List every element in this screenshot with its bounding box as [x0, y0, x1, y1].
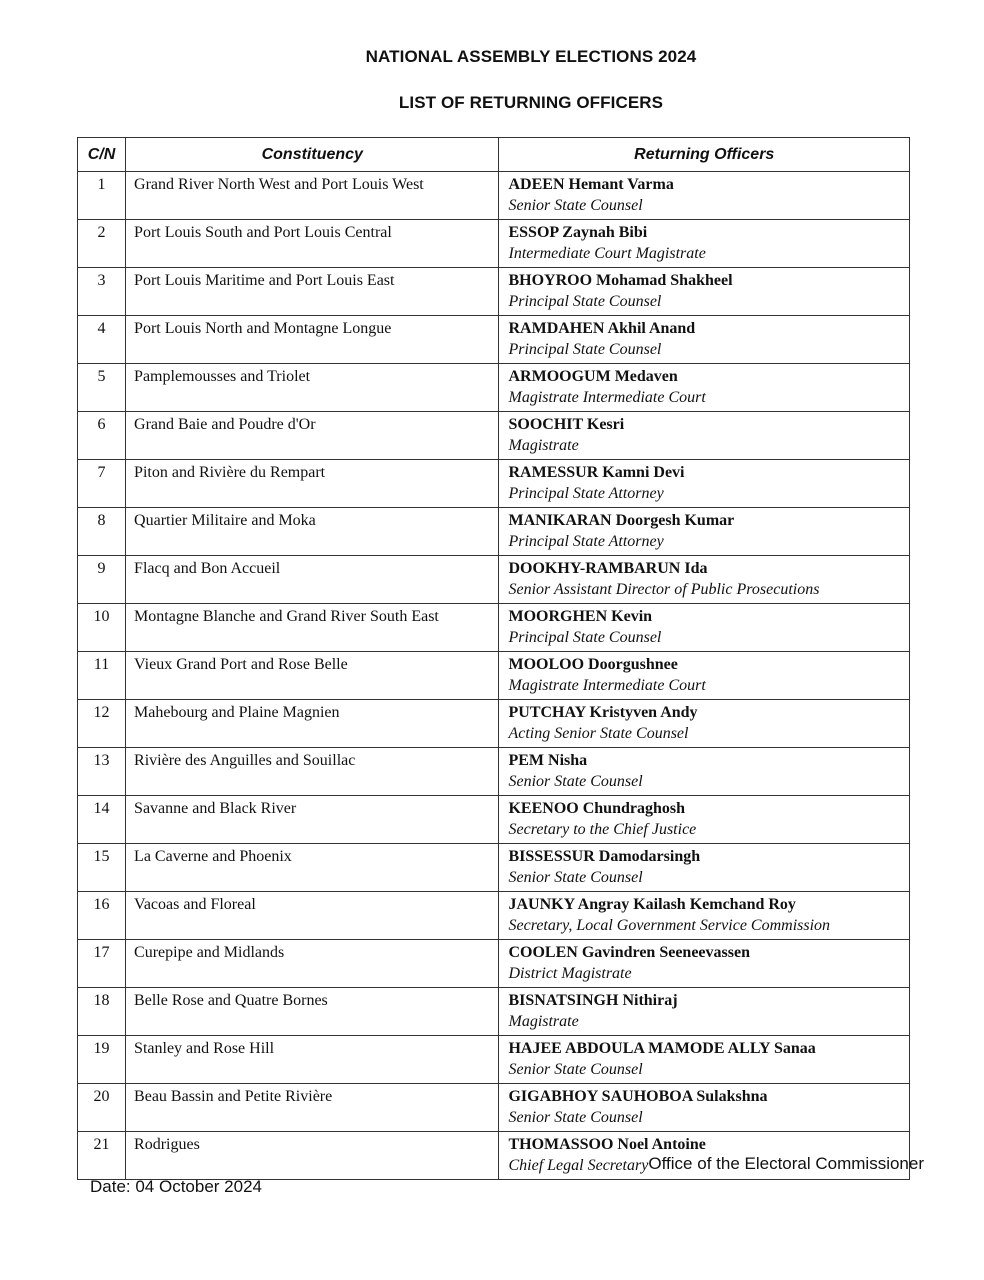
officer-name: ARMOOGUM Medaven [508, 368, 678, 385]
officer-name: SOOCHIT Kesri [508, 416, 625, 433]
officer-title: Principal State Counsel [508, 629, 662, 646]
row-returning-officer [499, 1084, 910, 1132]
row-constituency: Port Louis North and Montagne Longue [126, 316, 499, 364]
row-returning-officer [499, 364, 910, 412]
returning-officers-table [77, 137, 910, 1180]
row-returning-officer [499, 172, 910, 220]
officer-name: RAMDAHEN Akhil Anand [508, 320, 696, 337]
table-row [78, 652, 910, 700]
officer-title: Senior State Counsel [508, 869, 643, 886]
table-row [78, 940, 910, 988]
row-cn: 6 [78, 412, 126, 460]
row-constituency: Savanne and Black River [126, 796, 499, 844]
row-cn: 12 [78, 700, 126, 748]
table-row [78, 316, 910, 364]
table-header-row [78, 138, 910, 172]
row-returning-officer [499, 268, 910, 316]
officer-title: Principal State Counsel [508, 341, 662, 358]
officer-name: MANIKARAN Doorgesh Kumar [508, 512, 735, 529]
officer-title: Acting Senior State Counsel [508, 725, 689, 742]
row-returning-officer [499, 1036, 910, 1084]
officer-title: Senior State Counsel [508, 1061, 643, 1078]
table-row [78, 700, 910, 748]
row-returning-officer [499, 700, 910, 748]
row-cn: 18 [78, 988, 126, 1036]
row-returning-officer [499, 316, 910, 364]
table-row [78, 412, 910, 460]
officer-title: Principal State Counsel [508, 293, 662, 310]
officer-name: ADEEN Hemant Varma [508, 176, 674, 193]
officer-name: GIGABHOY SAUHOBOA Sulakshna [508, 1088, 768, 1105]
officer-name: BISSESSUR Damodarsingh [508, 848, 701, 865]
row-cn: 8 [78, 508, 126, 556]
table-row [78, 844, 910, 892]
table-row [78, 892, 910, 940]
officer-title: Secretary, Local Government Service Commission [508, 917, 831, 934]
row-cn: 19 [78, 1036, 126, 1084]
row-cn: 9 [78, 556, 126, 604]
officer-name: DOOKHY-RAMBARUN Ida [508, 560, 708, 577]
row-cn: 11 [78, 652, 126, 700]
row-constituency: Piton and Rivière du Rempart [126, 460, 499, 508]
row-returning-officer [499, 220, 910, 268]
row-constituency: Vieux Grand Port and Rose Belle [126, 652, 499, 700]
row-constituency: Flacq and Bon Accueil [126, 556, 499, 604]
row-constituency: Grand Baie and Poudre d'Or [126, 412, 499, 460]
row-constituency: Belle Rose and Quatre Bornes [126, 988, 499, 1036]
document-subtitle: LIST OF RETURNING OFFICERS [398, 93, 664, 112]
officer-title: Magistrate [508, 1013, 579, 1030]
row-constituency: Rivière des Anguilles and Souillac [126, 748, 499, 796]
row-cn: 13 [78, 748, 126, 796]
header-constituency: Constituency [126, 138, 499, 172]
row-returning-officer [499, 796, 910, 844]
row-constituency: Grand River North West and Port Louis West [126, 172, 499, 220]
table-row [78, 508, 910, 556]
row-constituency: La Caverne and Phoenix [126, 844, 499, 892]
table-row [78, 796, 910, 844]
row-constituency: Rodrigues [126, 1132, 499, 1180]
officer-name: PEM Nisha [508, 752, 588, 769]
row-returning-officer [499, 604, 910, 652]
table-row [78, 556, 910, 604]
officer-name: MOOLOO Doorgushnee [508, 656, 678, 673]
row-cn: 4 [78, 316, 126, 364]
row-constituency: Pamplemousses and Triolet [126, 364, 499, 412]
row-cn: 7 [78, 460, 126, 508]
row-cn: 5 [78, 364, 126, 412]
row-returning-officer [499, 748, 910, 796]
header-cn: C/N [78, 138, 126, 172]
table-row [78, 988, 910, 1036]
row-constituency: Mahebourg and Plaine Magnien [126, 700, 499, 748]
table-row [78, 748, 910, 796]
row-returning-officer [499, 508, 910, 556]
table-row [78, 172, 910, 220]
row-constituency: Port Louis Maritime and Port Louis East [126, 268, 499, 316]
row-cn: 20 [78, 1084, 126, 1132]
officer-title: Magistrate Intermediate Court [508, 677, 706, 694]
row-returning-officer [499, 460, 910, 508]
table-row [78, 364, 910, 412]
row-returning-officer [499, 892, 910, 940]
officer-name: BHOYROO Mohamad Shakheel [508, 272, 733, 289]
officer-name: ESSOP Zaynah Bibi [508, 224, 648, 241]
officer-name: MOORGHEN Kevin [508, 608, 653, 625]
officer-title: Secretary to the Chief Justice [508, 821, 697, 838]
officer-name: COOLEN Gavindren Seeneevassen [508, 944, 750, 961]
row-returning-officer [499, 412, 910, 460]
row-cn: 1 [78, 172, 126, 220]
officer-title: Senior State Counsel [508, 197, 643, 214]
officer-name: PUTCHAY Kristyven Andy [508, 704, 698, 721]
row-returning-officer [499, 988, 910, 1036]
table-row [78, 1084, 910, 1132]
row-cn: 16 [78, 892, 126, 940]
table-row [78, 604, 910, 652]
row-returning-officer [499, 652, 910, 700]
row-constituency: Quartier Militaire and Moka [126, 508, 499, 556]
row-constituency: Stanley and Rose Hill [126, 1036, 499, 1084]
officer-name: THOMASSOO Noel Antoine [508, 1136, 706, 1153]
officer-title: Senior State Counsel [508, 773, 643, 790]
officer-title: Magistrate [508, 437, 579, 454]
officer-title: Principal State Attorney [508, 533, 664, 550]
officer-title: District Magistrate [508, 965, 632, 982]
row-returning-officer [499, 556, 910, 604]
officer-name: JAUNKY Angray Kailash Kemchand Roy [508, 896, 796, 913]
row-constituency: Curepipe and Midlands [126, 940, 499, 988]
footer-office: Office of the Electoral Commissioner [648, 1154, 924, 1173]
row-cn: 21 [78, 1132, 126, 1180]
row-cn: 10 [78, 604, 126, 652]
row-constituency: Montagne Blanche and Grand River South East [126, 604, 499, 652]
officer-name: RAMESSUR Kamni Devi [508, 464, 685, 481]
row-cn: 17 [78, 940, 126, 988]
header-returning-officers: Returning Officers [499, 138, 910, 172]
table-row [78, 220, 910, 268]
row-constituency: Beau Bassin and Petite Rivière [126, 1084, 499, 1132]
officer-title: Senior Assistant Director of Public Prosecutions [508, 581, 820, 598]
table-row [78, 1036, 910, 1084]
table-row [78, 460, 910, 508]
row-constituency: Port Louis South and Port Louis Central [126, 220, 499, 268]
table-body [78, 172, 910, 1180]
officer-title: Magistrate Intermediate Court [508, 389, 706, 406]
row-cn: 15 [78, 844, 126, 892]
officer-title: Senior State Counsel [508, 1109, 643, 1126]
row-returning-officer [499, 844, 910, 892]
footer-date: Date: 04 October 2024 [90, 1177, 263, 1196]
officer-name: KEENOO Chundraghosh [508, 800, 685, 817]
row-returning-officer [499, 940, 910, 988]
row-cn: 14 [78, 796, 126, 844]
officer-name: BISNATSINGH Nithiraj [508, 992, 678, 1009]
officer-title: Intermediate Court Magistrate [508, 245, 706, 262]
row-cn: 3 [78, 268, 126, 316]
document-title: NATIONAL ASSEMBLY ELECTIONS 2024 [365, 47, 697, 66]
officer-title: Chief Legal Secretary [508, 1157, 649, 1174]
row-cn: 2 [78, 220, 126, 268]
officer-name: HAJEE ABDOULA MAMODE ALLY Sanaa [508, 1040, 816, 1057]
row-constituency: Vacoas and Floreal [126, 892, 499, 940]
officer-title: Principal State Attorney [508, 485, 664, 502]
table-row [78, 268, 910, 316]
